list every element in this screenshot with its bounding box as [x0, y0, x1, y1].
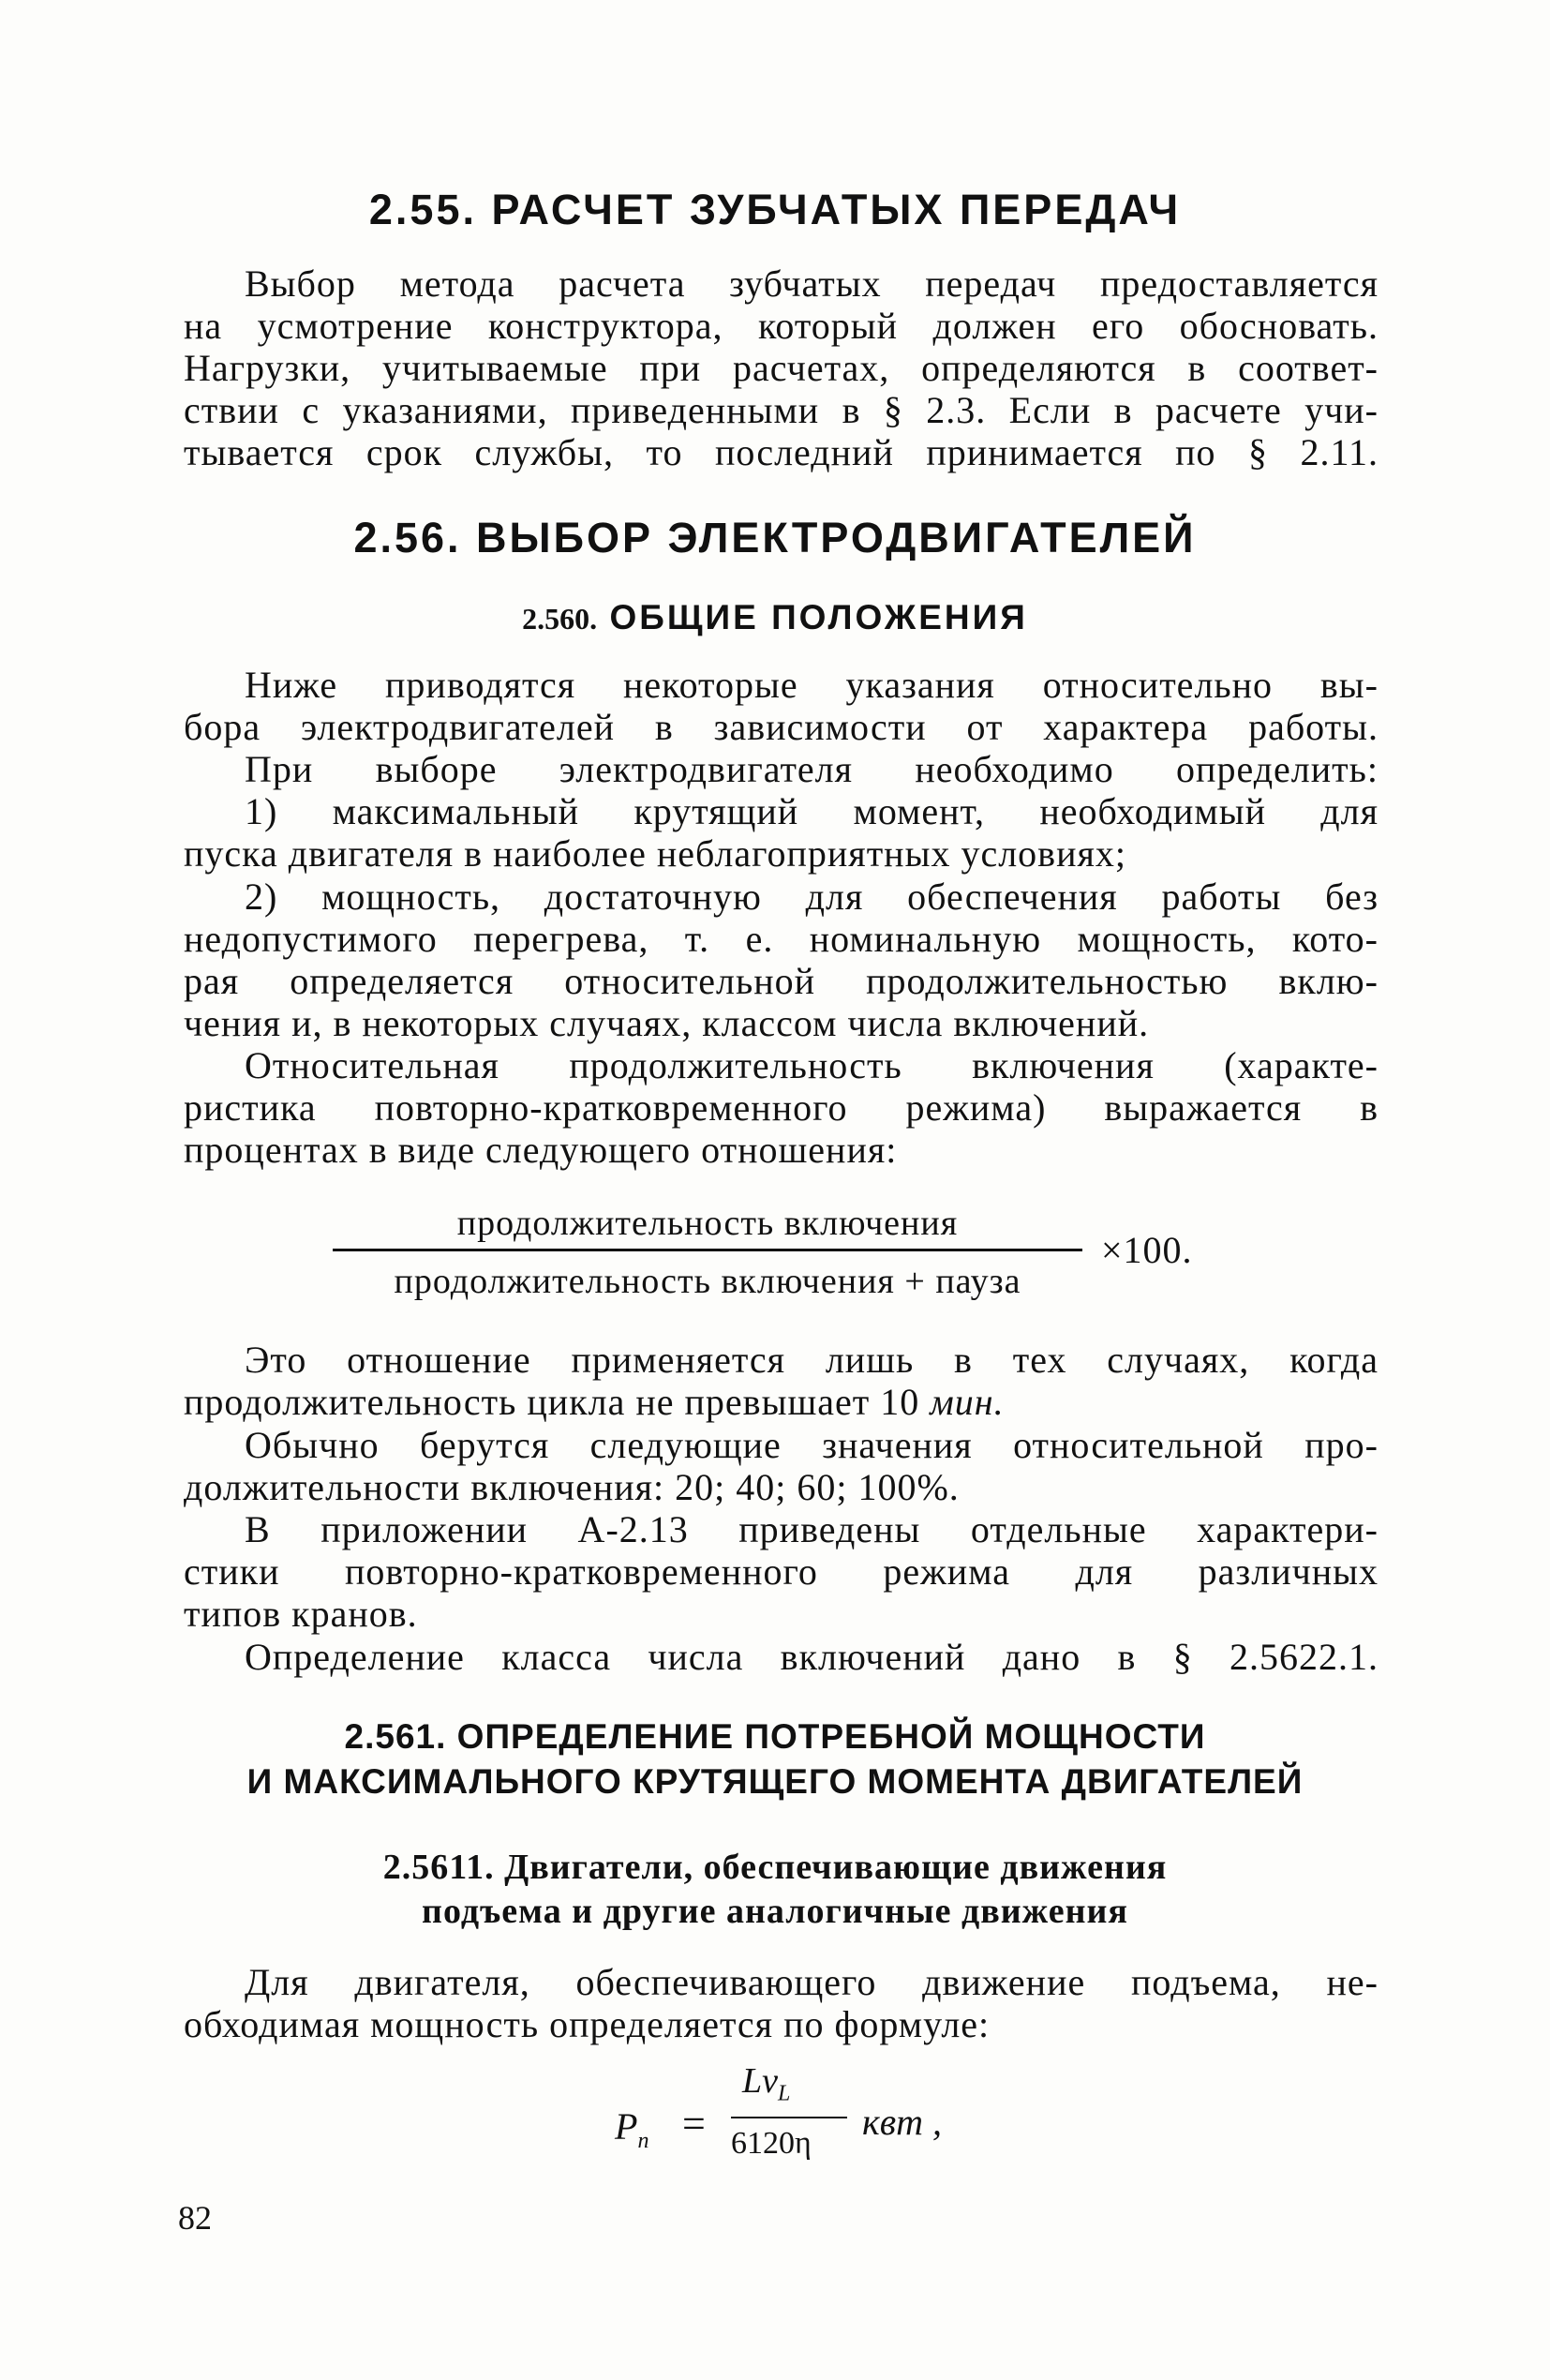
paragraph-line: процентах в виде следующего отношения:	[184, 1129, 898, 1171]
formula-p: P	[615, 2105, 638, 2148]
unit-min: мин.	[930, 1381, 1005, 1423]
formula-lv-sub: L	[778, 2081, 791, 2106]
section-2-561-heading-line1: 2.561. ОПРЕДЕЛЕНИЕ ПОТРЕБНОЙ МОЩНОСТИ	[344, 1717, 1206, 1756]
cycle-text: продолжительность цикла не превышает 10	[184, 1381, 920, 1423]
section-2-560-heading	[0, 598, 1550, 637]
paragraph-line: Это отношение применяется лишь в тех случаях, когда	[245, 1339, 1379, 1381]
section-2-5611-heading-line1: 2.5611. Двигатели, обеспечивающие движения	[382, 1848, 1168, 1887]
formula-lv: Lv	[742, 2061, 778, 2101]
paragraph-line: на усмотрение конструктора, который должен его обосновать.	[184, 305, 1379, 347]
list-item-line: чения и, в некоторых случаях, классом числа включений.	[184, 1002, 1150, 1044]
section-2-55-heading: 2.55. РАСЧЕТ ЗУБЧАТЫХ ПЕРЕДАЧ	[368, 186, 1182, 233]
fraction-denominator: продолжительность включения + пауза	[394, 1262, 1021, 1301]
paragraph-line: Обычно берутся следующие значения относительной про-	[245, 1424, 1379, 1466]
paragraph-line	[184, 1381, 1005, 1423]
list-item-line: пуска двигателя в наиболее неблагоприятных условиях;	[184, 832, 1126, 875]
formula-denominator: 6120η	[731, 2126, 812, 2161]
formula-lhs	[615, 2104, 648, 2154]
section-2-56-heading: 2.56. ВЫБОР ЭЛЕКТРОДВИГАТЕЛЕЙ	[353, 514, 1197, 561]
list-item-line: недопустимого перегрева, т. е. номинальную мощность, кото-	[184, 918, 1379, 960]
section-2-5611-heading-line2: подъема и другие аналогичные движения	[422, 1892, 1128, 1931]
formula-unit: квт ,	[862, 2101, 942, 2143]
paragraph-line: Для двигателя, обеспечивающего движение подъема, не-	[245, 1961, 1379, 2003]
paragraph-line: Нагрузки, учитываемые при расчетах, определяются в соответ-	[184, 347, 1379, 389]
paragraph-line: Выбор метода расчета зубчатых передач предоставляется	[245, 262, 1379, 305]
paragraph-line: Относительная продолжительность включения (характе-	[245, 1044, 1379, 1086]
paragraph-line: типов кранов.	[184, 1593, 418, 1635]
section-number: 2.560.	[522, 602, 598, 636]
formula-p-sub: n	[637, 2129, 649, 2153]
paragraph-line: Ниже приводятся некоторые указания относительно вы-	[245, 664, 1379, 706]
formula-equals: =	[682, 2101, 706, 2147]
paragraph-line: стики повторно-кратковременного режима для различных	[184, 1550, 1379, 1593]
paragraph-line: обходимая мощность определяется по формуле:	[184, 2003, 991, 2045]
paragraph-line: При выборе электродвигателя необходимо определить:	[245, 748, 1379, 790]
paragraph-line: тывается срок службы, то последний принимается по § 2.11.	[184, 431, 1379, 473]
paragraph-line: ристика повторно-кратковременного режима) выражается в	[184, 1086, 1379, 1129]
paragraph-line: бора электродвигателей в зависимости от характера работы.	[184, 706, 1379, 748]
list-item-line: 1) максимальный крутящий момент, необходимый для	[245, 790, 1379, 832]
formula-numerator	[742, 2060, 790, 2107]
fraction-bar	[333, 1249, 1082, 1251]
section-2-561-heading-line2: И МАКСИМАЛЬНОГО КРУТЯЩЕГО МОМЕНТА ДВИГАТЕЛЕЙ	[246, 1762, 1304, 1801]
paragraph-line: должительности включения: 20; 40; 60; 100%.	[184, 1466, 960, 1508]
paragraph-line: В приложении А-2.13 приведены отдельные характери-	[245, 1508, 1379, 1550]
paragraph-line: ствии с указаниями, приведенными в § 2.3. Если в расчете учи-	[184, 389, 1379, 431]
page-number: 82	[178, 2199, 212, 2237]
list-item-line: 2) мощность, достаточную для обеспечения работы без	[245, 876, 1379, 918]
list-item-line: рая определяется относительной продолжительностью вклю-	[184, 960, 1379, 1002]
section-title: ОБЩИЕ ПОЛОЖЕНИЯ	[609, 598, 1028, 636]
paragraph-line: Определение класса числа включений дано в § 2.5622.1.	[245, 1636, 1379, 1678]
fraction-multiplier: ×100.	[1101, 1229, 1193, 1271]
formula-fraction-bar	[731, 2117, 847, 2118]
fraction-numerator: продолжительность включения	[456, 1204, 959, 1243]
